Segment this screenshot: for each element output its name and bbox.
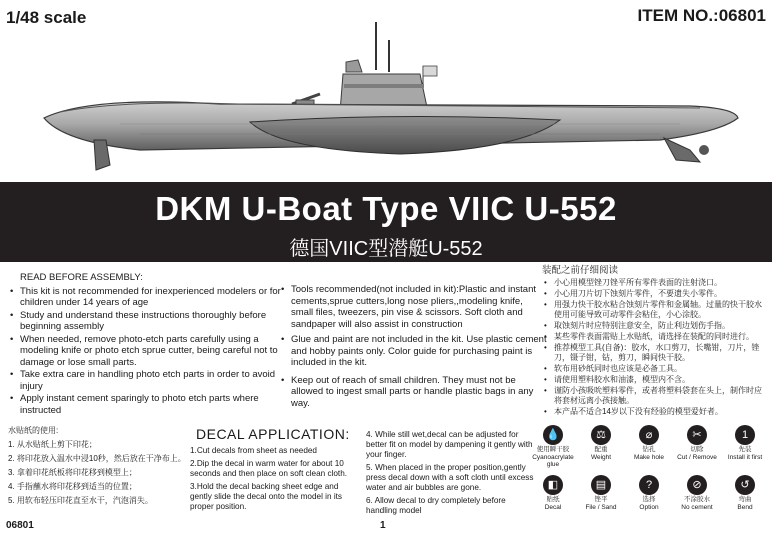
option-icon: ? bbox=[639, 475, 659, 495]
page-title-chinese: 德国VIIC型潜艇U-552 bbox=[289, 238, 483, 260]
decal-chinese-step: 1. 从水贴纸上剪下印花； bbox=[8, 440, 97, 449]
page-title: DKM U-Boat Type VIIC U-552 bbox=[155, 190, 617, 227]
legend-label: Decal bbox=[544, 503, 562, 511]
decal-steps-left bbox=[190, 446, 362, 515]
legend-item bbox=[674, 425, 720, 461]
chinese-notes-heading: 装配之前仔细阅读 bbox=[542, 265, 619, 276]
decal-step: 3.Hold the decal backing sheet edge and gently slide the decal onto the model in its proper position. bbox=[190, 482, 343, 511]
legend-label-zh: 钻孔 bbox=[642, 446, 656, 453]
tools-section bbox=[279, 284, 547, 410]
legend-label-zh: 选择 bbox=[642, 496, 656, 503]
read-before-item: • Take extra care in handling photo etch parts in order to avoid injury bbox=[8, 369, 284, 392]
chinese-note-item: • 小心用刀片切下蚀刻片零件，不要遗失小零件。 bbox=[542, 289, 768, 299]
read-before-item: • Apply instant cement sparingly to photo etch parts where instructed bbox=[8, 393, 284, 416]
chinese-note-item: • 取蚀刻片时应特别注意安全，防止利边划伤手指。 bbox=[542, 321, 768, 331]
install-first-icon: 1 bbox=[735, 425, 755, 445]
legend-label-zh: 先装 bbox=[738, 446, 752, 453]
read-before-item: • This kit is not recommended for inexperienced modelers or for children under 14 years of age bbox=[8, 286, 284, 309]
decal-heading: DECAL APPLICATION: bbox=[196, 426, 350, 442]
legend-label: Weight bbox=[590, 453, 612, 461]
weight-icon: ⚖ bbox=[591, 425, 611, 445]
chinese-note-item: • 软布用砂纸同时也应该是必备工具。 bbox=[542, 364, 768, 374]
decal-chinese-section bbox=[8, 424, 194, 508]
read-before-item: • Study and understand these instructions thoroughly before beginning assembly bbox=[8, 310, 284, 333]
legend-label: Cyanoacrylate glue bbox=[532, 453, 574, 468]
chinese-note-item: • 小心用模型锉刀锉平所有零件表面的注射浇口。 bbox=[542, 278, 768, 288]
chinese-notes-section bbox=[542, 266, 768, 418]
legend-label: Cut / Remove bbox=[677, 453, 717, 461]
legend-item bbox=[626, 475, 672, 511]
glue-drop-icon: 💧 bbox=[543, 425, 563, 445]
scissors-icon: ✂ bbox=[687, 425, 707, 445]
decal-chinese-step: 3. 拿着印花纸板将印花移到模型上； bbox=[8, 468, 137, 477]
read-before-item: • When needed, remove photo-etch parts carefully using a modeling knife or photo etch sprue cutter, being careful not to damage or lose small parts. bbox=[8, 334, 284, 369]
drill-icon: ⌀ bbox=[639, 425, 659, 445]
bend-icon: ↺ bbox=[735, 475, 755, 495]
legend-label: Bend bbox=[737, 503, 753, 511]
legend-item bbox=[626, 425, 672, 461]
submarine-illustration bbox=[0, 0, 772, 178]
legend-label-zh: 不涂胶水 bbox=[684, 496, 710, 503]
legend-item bbox=[578, 475, 624, 511]
tools-item: • Tools recommended(not included in kit):Plastic and instant cements,sprue cutters,long nose pliers,,modeling knife, small files, tweezers, pin vise & scissors. Soft cloth and sandpaper will also assist in construction bbox=[279, 284, 547, 330]
decal-step: 6. Allow decal to dry completely before handling model bbox=[366, 496, 506, 515]
tools-item: • Glue and paint are not included in the kit. Use plastic cement and hobby paints only. Color guide for purchasing paint is included in the kit. bbox=[279, 334, 547, 369]
decal-steps-right bbox=[366, 430, 534, 519]
chinese-note-item: • 推荐模型工具(自备)：胶水，水口剪刀，长嘴钳，刀片，锉刀，镊子钳，钻，剪刀，瞬间快干胶。 bbox=[542, 343, 768, 363]
legend-item bbox=[578, 425, 624, 461]
legend-item bbox=[722, 475, 768, 511]
chinese-note-item: • 请使用塑料胶水和油漆，模型内不含。 bbox=[542, 375, 768, 385]
legend-label: File / Sand bbox=[585, 503, 617, 511]
chinese-note-item: • 某些零件表面需贴上水贴纸，请选择在装配的同时进行。 bbox=[542, 332, 768, 342]
file-icon: ▤ bbox=[591, 475, 611, 495]
legend-label: Option bbox=[639, 503, 659, 511]
chinese-note-item: • 用强力快干胶水粘合蚀刻片零件和金属轴。过量的快干胶水使用可能导致可动零件会粘住，小心涂胶。 bbox=[542, 300, 768, 320]
decal-chinese-heading: 水贴纸的使用: bbox=[8, 426, 59, 435]
page-number: 1 bbox=[380, 520, 386, 531]
legend-label-zh: 贴纸 bbox=[546, 496, 560, 503]
legend-label-zh: 使用瞬干胶 bbox=[536, 446, 570, 453]
legend-label-zh: 切除 bbox=[690, 446, 704, 453]
decal-step: 2.Dip the decal in warm water for about 10 seconds and then place on soft clean cloth. bbox=[190, 459, 348, 478]
decal-icon: ◧ bbox=[543, 475, 563, 495]
legend-label-zh: 弯曲 bbox=[738, 496, 752, 503]
decal-step: 1.Cut decals from sheet as needed bbox=[190, 446, 317, 455]
legend-label-zh: 配重 bbox=[594, 446, 608, 453]
item-number: ITEM NO.:06801 bbox=[637, 6, 766, 25]
legend-label: No cement bbox=[681, 503, 713, 511]
legend-label: Install it first bbox=[727, 453, 763, 461]
footer-item-code: 06801 bbox=[6, 520, 34, 531]
decal-chinese-step: 2. 将印花放入温水中浸10秒，然后放在干净布上。 bbox=[8, 454, 186, 463]
read-before-section bbox=[8, 272, 284, 417]
legend-item bbox=[530, 475, 576, 511]
read-before-heading: READ BEFORE ASSEMBLY: bbox=[20, 272, 143, 283]
legend-label-zh: 锉平 bbox=[594, 496, 608, 503]
no-cement-icon: ⊘ bbox=[687, 475, 707, 495]
legend-item bbox=[530, 425, 576, 469]
decal-chinese-step: 5. 用软布轻压印花直至水干，汽泡消失。 bbox=[8, 496, 153, 505]
legend-item bbox=[674, 475, 720, 511]
decal-step: 4. While still wet,decal can be adjusted for better fit on model by dampening it gently with your finger. bbox=[366, 430, 533, 459]
scale-label: 1/48 scale bbox=[6, 8, 87, 27]
chinese-note-item: • 本产品不适合14岁以下没有经验的模型爱好者。 bbox=[542, 407, 768, 417]
decal-step: 5. When placed in the proper position,gently press decal down with a soft cloth until excess water and air bubbles are gone. bbox=[366, 463, 534, 492]
tools-item: • Keep out of reach of small children. They must not be allowed to ingest small parts or handle plastic bags in any way. bbox=[279, 375, 547, 410]
legend-label: Make hole bbox=[634, 453, 664, 461]
chinese-note-item: • 谨防小孩吸吮塑料零件，或者将塑料袋套在头上，制作时应将套材远离小孩接触。 bbox=[542, 386, 768, 406]
decal-chinese-step: 4. 手指蘸水将印花移到适当的位置； bbox=[8, 482, 137, 491]
legend-item bbox=[722, 425, 768, 461]
